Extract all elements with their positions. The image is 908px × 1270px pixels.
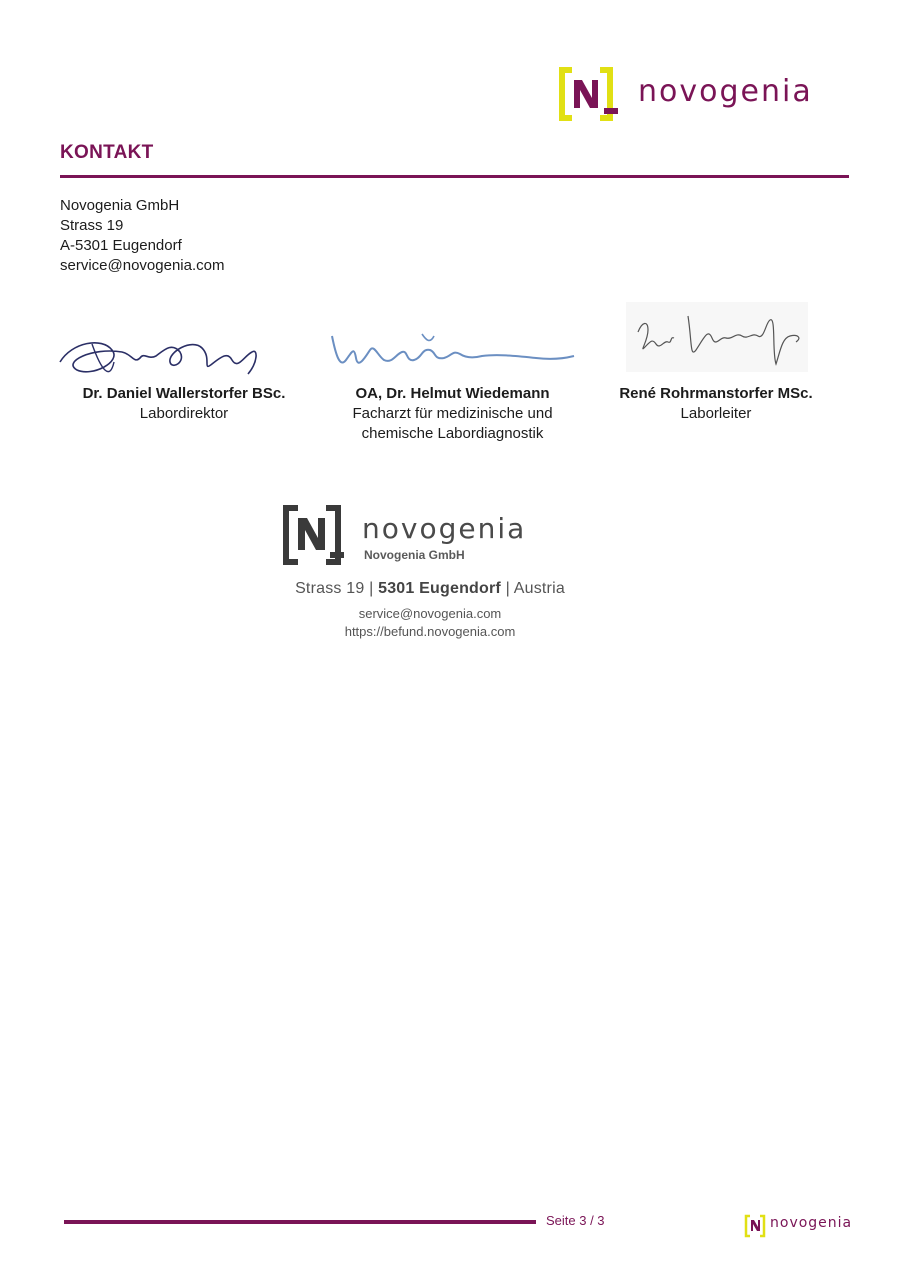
signatory-1 bbox=[60, 384, 308, 424]
novogenia-logo-mark-icon bbox=[556, 64, 626, 124]
signatory-name: René Rohrmanstorfer MSc. bbox=[619, 385, 813, 402]
stamp-logo-mark-icon bbox=[282, 504, 352, 566]
company-name: Novogenia GmbH bbox=[60, 197, 180, 214]
street: Strass 19 bbox=[60, 217, 124, 234]
header-logo bbox=[556, 64, 851, 124]
signatory-role: Laborleiter bbox=[680, 405, 752, 422]
section-divider bbox=[60, 175, 849, 178]
signatory-name: OA, Dr. Helmut Wiedemann bbox=[355, 385, 550, 402]
contact-address bbox=[60, 196, 224, 276]
signatory-role: Facharzt für medizinische und bbox=[352, 405, 553, 422]
header-brand-name: novogenia bbox=[638, 74, 813, 109]
signatory-role: Labordirektor bbox=[139, 405, 229, 422]
signatory-2 bbox=[320, 384, 585, 444]
signatory-3 bbox=[600, 384, 832, 424]
stamp-brand-name: novogenia bbox=[362, 512, 527, 545]
signatory-name: Dr. Daniel Wallerstorfer BSc. bbox=[82, 385, 286, 402]
stamp-city: 5301 Eugendorf bbox=[378, 580, 501, 597]
stamp-country: | Austria bbox=[505, 580, 565, 597]
footer-brand-name: novogenia bbox=[770, 1215, 853, 1231]
footer-logo-mark-icon bbox=[744, 1214, 768, 1238]
signature-2-image bbox=[326, 326, 578, 376]
stamp-street: Strass 19 | bbox=[295, 580, 374, 597]
stamp-website[interactable]: https://befund.novogenia.com bbox=[344, 624, 516, 639]
city: A-5301 Eugendorf bbox=[60, 237, 182, 254]
contact-email[interactable]: service@novogenia.com bbox=[60, 257, 225, 274]
company-stamp-logo bbox=[282, 504, 582, 566]
stamp-email[interactable]: service@novogenia.com bbox=[358, 606, 502, 621]
section-title: KONTAKT bbox=[60, 142, 154, 163]
stamp-address bbox=[230, 580, 630, 598]
page-number: Seite 3 / 3 bbox=[546, 1213, 605, 1228]
footer-logo bbox=[744, 1214, 854, 1238]
signatory-role: chemische Labordiagnostik bbox=[361, 425, 544, 442]
footer-divider bbox=[64, 1220, 536, 1224]
stamp-company: Novogenia GmbH bbox=[364, 548, 465, 562]
signature-3-image bbox=[626, 302, 808, 372]
signature-1-image bbox=[52, 322, 267, 384]
